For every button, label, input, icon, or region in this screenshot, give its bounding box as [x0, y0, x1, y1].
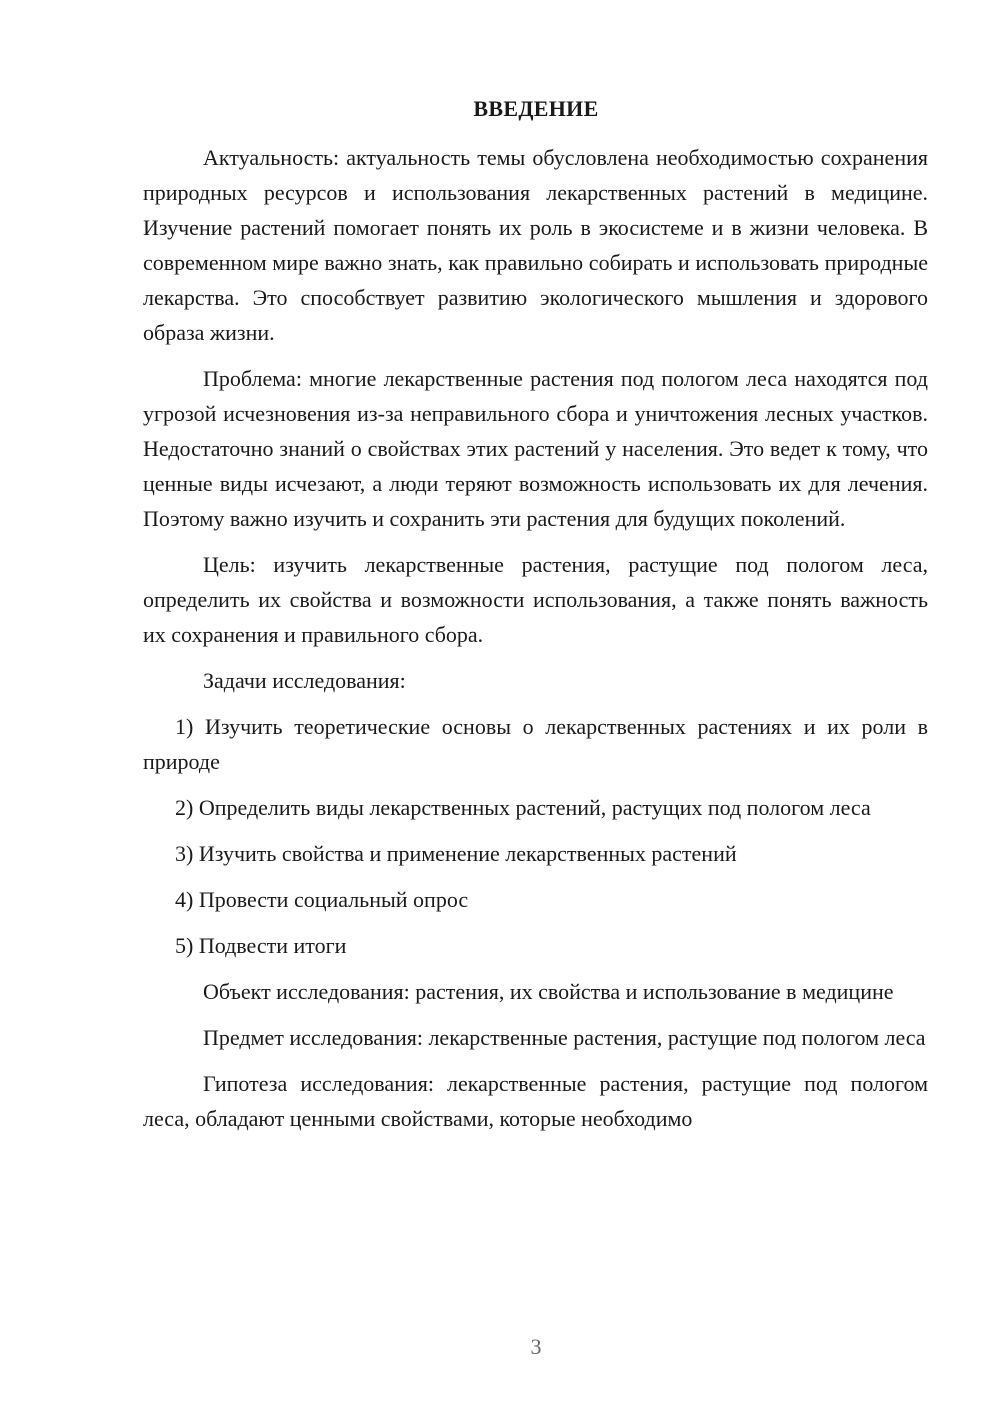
page-number: 3 [530, 1334, 542, 1359]
problem-paragraph: Проблема: многие лекарственные растения под пологом леса находятся под угрозой исчезновения из-за неправильного сбора и уничтожения лесных участков. Недостаточно знаний о свойствах этих растений у населения. Это ведет к тому, что ценные виды исчезают, а люди теряют возможность использовать их для лечения. Поэтому важно изучить и сохранить эти растения для будущих поколений. [143, 366, 928, 531]
task-item-1: 1) Изучить теоретические основы о лекарственных растениях и их роли в природе [143, 714, 928, 774]
task-item-3: 3) Изучить свойства и применение лекарственных растений [175, 841, 737, 866]
tasks-heading: Задачи исследования: [203, 668, 406, 693]
goal-paragraph: Цель: изучить лекарственные растения, растущие под пологом леса, определить их свойства и возможности использования, а также понять важность их сохранения и правильного сбора. [143, 552, 928, 647]
task-item-5: 5) Подвести итоги [175, 933, 347, 958]
page-title: ВВЕДЕНИЕ [473, 96, 599, 121]
task-item-2: 2) Определить виды лекарственных растений, растущих под пологом леса [175, 795, 871, 820]
hypothesis-paragraph: Гипотеза исследования: лекарственные растения, растущие под пологом леса, обладают ценными свойствами, которые необходимо [143, 1071, 928, 1131]
document-body [143, 140, 928, 1147]
task-item-4: 4) Провести социальный опрос [175, 887, 469, 912]
subject-paragraph: Предмет исследования: лекарственные растения, растущие под пологом леса [203, 1025, 926, 1050]
tasks-list [143, 709, 928, 963]
relevance-paragraph: Актуальность: актуальность темы обусловлена необходимостью сохранения природных ресурсов и использования лекарственных растений в медицине. Изучение растений помогает понять их роль в экосистеме и в жизни человека. В современном мире важно знать, как правильно собирать и использовать природные лекарства. Это способствует развитию экологического мышления и здорового образа жизни. [143, 145, 928, 345]
object-paragraph: Объект исследования: растения, их свойства и использование в медицине [203, 979, 894, 1004]
